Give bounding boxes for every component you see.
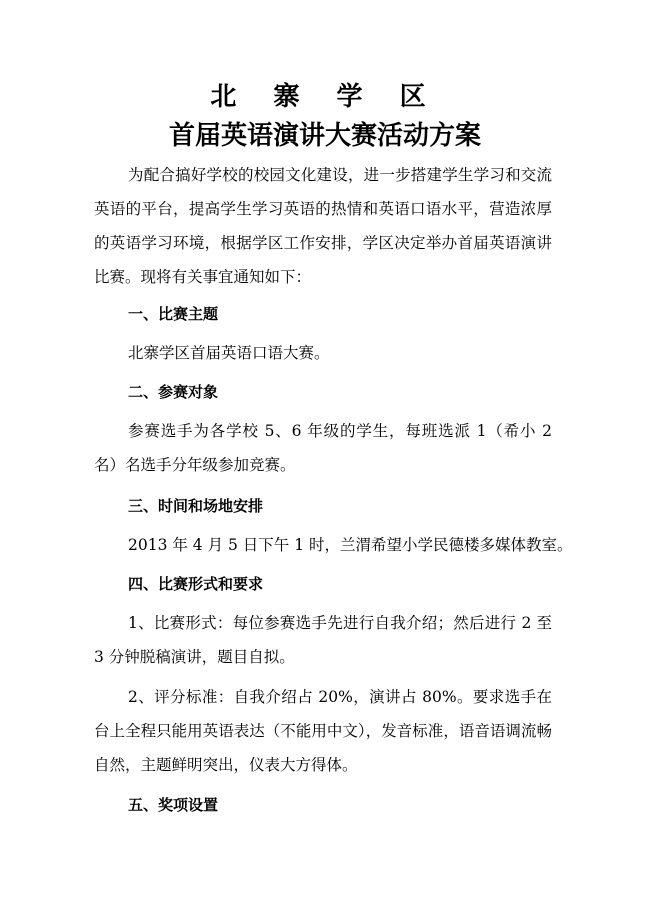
document-title-district: 北 寨 学 区 xyxy=(210,82,440,112)
intro-paragraph: 为配合搞好学校的校园文化建设，进一步搭建学生学习和交流英语的平台，提高学生学习英语的热情和英语口语水平，营造浓厚的英语学习环境，根据学区工作安排，学区决定举办首届英语演讲比赛。现将有关事宜通知如下： xyxy=(94,166,552,286)
section-heading-format: 四、比赛形式和要求 xyxy=(128,575,264,593)
section-body-time-venue: 2013 年 4 月 5 日下午 1 时，兰渭希望小学民德楼多媒体教室。 xyxy=(128,536,573,554)
section-heading-theme: 一、比赛主题 xyxy=(128,305,219,323)
section-heading-time-venue: 三、时间和场地安排 xyxy=(128,497,264,515)
section-body-theme: 北寨学区首届英语口语大赛。 xyxy=(128,344,330,362)
section-heading-participants: 二、参赛对象 xyxy=(128,383,219,401)
section-heading-awards: 五、奖项设置 xyxy=(128,796,219,814)
format-item-2: 2、评分标准：自我介绍占 20%，演讲占 80%。要求选手在台上全程只能用英语表达（不能用中文），发音标准，语音语调流畅自然，主题鲜明突出，仪表大方得体。 xyxy=(94,688,552,774)
section-body-participants: 参赛选手为各学校 5、6 年级的学生，每班选派 1（希小 2 名）名选手分年级参加竞赛。 xyxy=(94,422,552,474)
format-item-1: 1、比赛形式：每位参赛选手先进行自我介绍；然后进行 2 至 3 分钟脱稿演讲，题目自拟。 xyxy=(94,614,552,666)
document-title-event: 首届英语演讲大赛活动方案 xyxy=(168,121,481,151)
